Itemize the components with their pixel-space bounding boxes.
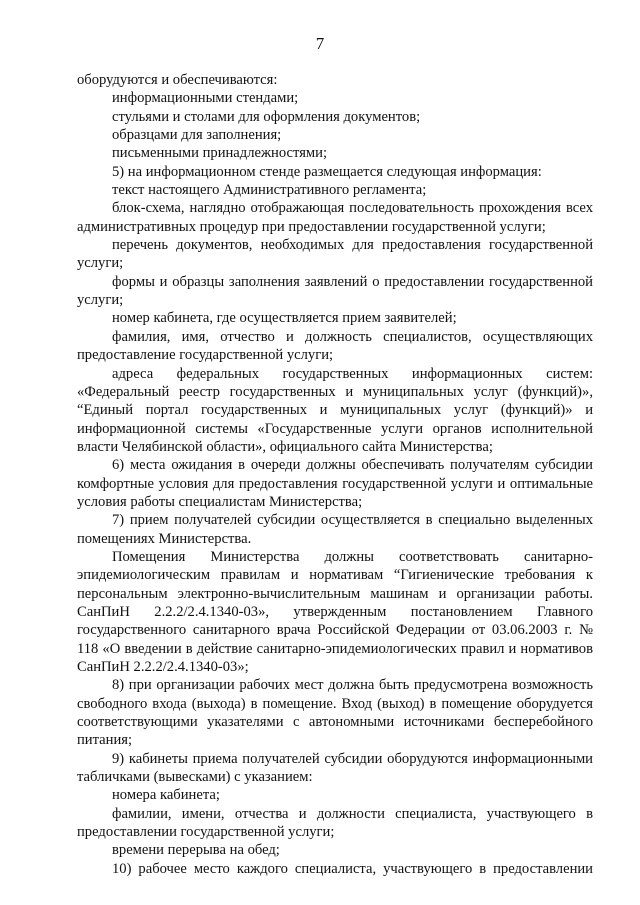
paragraph: 9) кабинеты приема получателей субсидии оборудуются информационными табличками (вывесками) с указанием: bbox=[77, 750, 593, 786]
paragraph: перечень документов, необходимых для предоставления государственной услуги; bbox=[77, 237, 593, 272]
page-number: 7 bbox=[315, 34, 325, 53]
document-body bbox=[77, 71, 593, 878]
paragraph: формы и образцы заполнения заявлений о предоставлении государственной услуги; bbox=[77, 273, 593, 309]
paragraph: 10) рабочее место каждого специалиста, участвующего в предоставлении bbox=[112, 860, 593, 877]
paragraph: 5) на информационном стенде размещается следующая информация: bbox=[112, 163, 542, 180]
paragraph: номера кабинета; bbox=[112, 787, 220, 804]
paragraph: 8) при организации рабочих мест должна быть предусмотрена возможность свободного входа (выхода) в помещение. Вход (выход) в помещение оборудуется соответствующими указателями с автономными источниками бесперебойного питания; bbox=[77, 677, 593, 749]
paragraph: оборудуются и обеспечиваются: bbox=[77, 72, 278, 88]
paragraph: текст настоящего Административного регламента; bbox=[112, 182, 427, 199]
paragraph: 7) прием получателей субсидии осуществляется в специально выделенных помещениях Министерства. bbox=[77, 512, 593, 547]
paragraph: информационными стендами; bbox=[112, 90, 299, 107]
paragraph: номер кабинета, где осуществляется прием заявителей; bbox=[112, 310, 457, 327]
paragraph: времени перерыва на обед; bbox=[112, 842, 280, 859]
paragraph: адреса федеральных государственных информационных систем: «Федеральный реестр государственных и муниципальных услуг (функций)», “Единый портал государственных и муниципальных услуг (функций)» и информационной системы «Государственные услуги органов исполнительной власти Челябинской области», официального сайта Министерства; bbox=[77, 365, 593, 455]
paragraph: 6) места ожидания в очереди должны обеспечивать получателям субсидии комфортные условия для предоставления государственной услуги и оптимальные условия работы специалистам Министерства; bbox=[77, 457, 593, 510]
paragraph: письменными принадлежностями; bbox=[112, 145, 328, 162]
paragraph: стульями и столами для оформления документов; bbox=[112, 108, 421, 125]
paragraph: фамилии, имени, отчества и должности специалиста, участвующего в предоставлении государственной услуги; bbox=[77, 805, 593, 841]
paragraph: Помещения Министерства должны соответствовать санитарно-эпидемиологическим правилам и нормативам “Гигиенические требования к персональным электронно-вычислительным машинам и организации работы. СанПиН 2.2.2/2.4.1340-03», утвержденным постановлением Главного государственного санитарного врача Российской Федерации от 03.06.2003 г. № 118 «О введении в действие санитарно-эпидемиологических правил и нормативов СанПиН 2.2.2/2.4.1340-03»; bbox=[77, 548, 593, 675]
paragraph: блок-схема, наглядно отображающая последовательность прохождения всех административных процедур при предоставлении государственной услуги; bbox=[77, 200, 593, 235]
paragraph: фамилия, имя, отчество и должность специалистов, осуществляющих предоставление государственной услуги; bbox=[77, 328, 593, 364]
paragraph: образцами для заполнения; bbox=[112, 127, 282, 144]
